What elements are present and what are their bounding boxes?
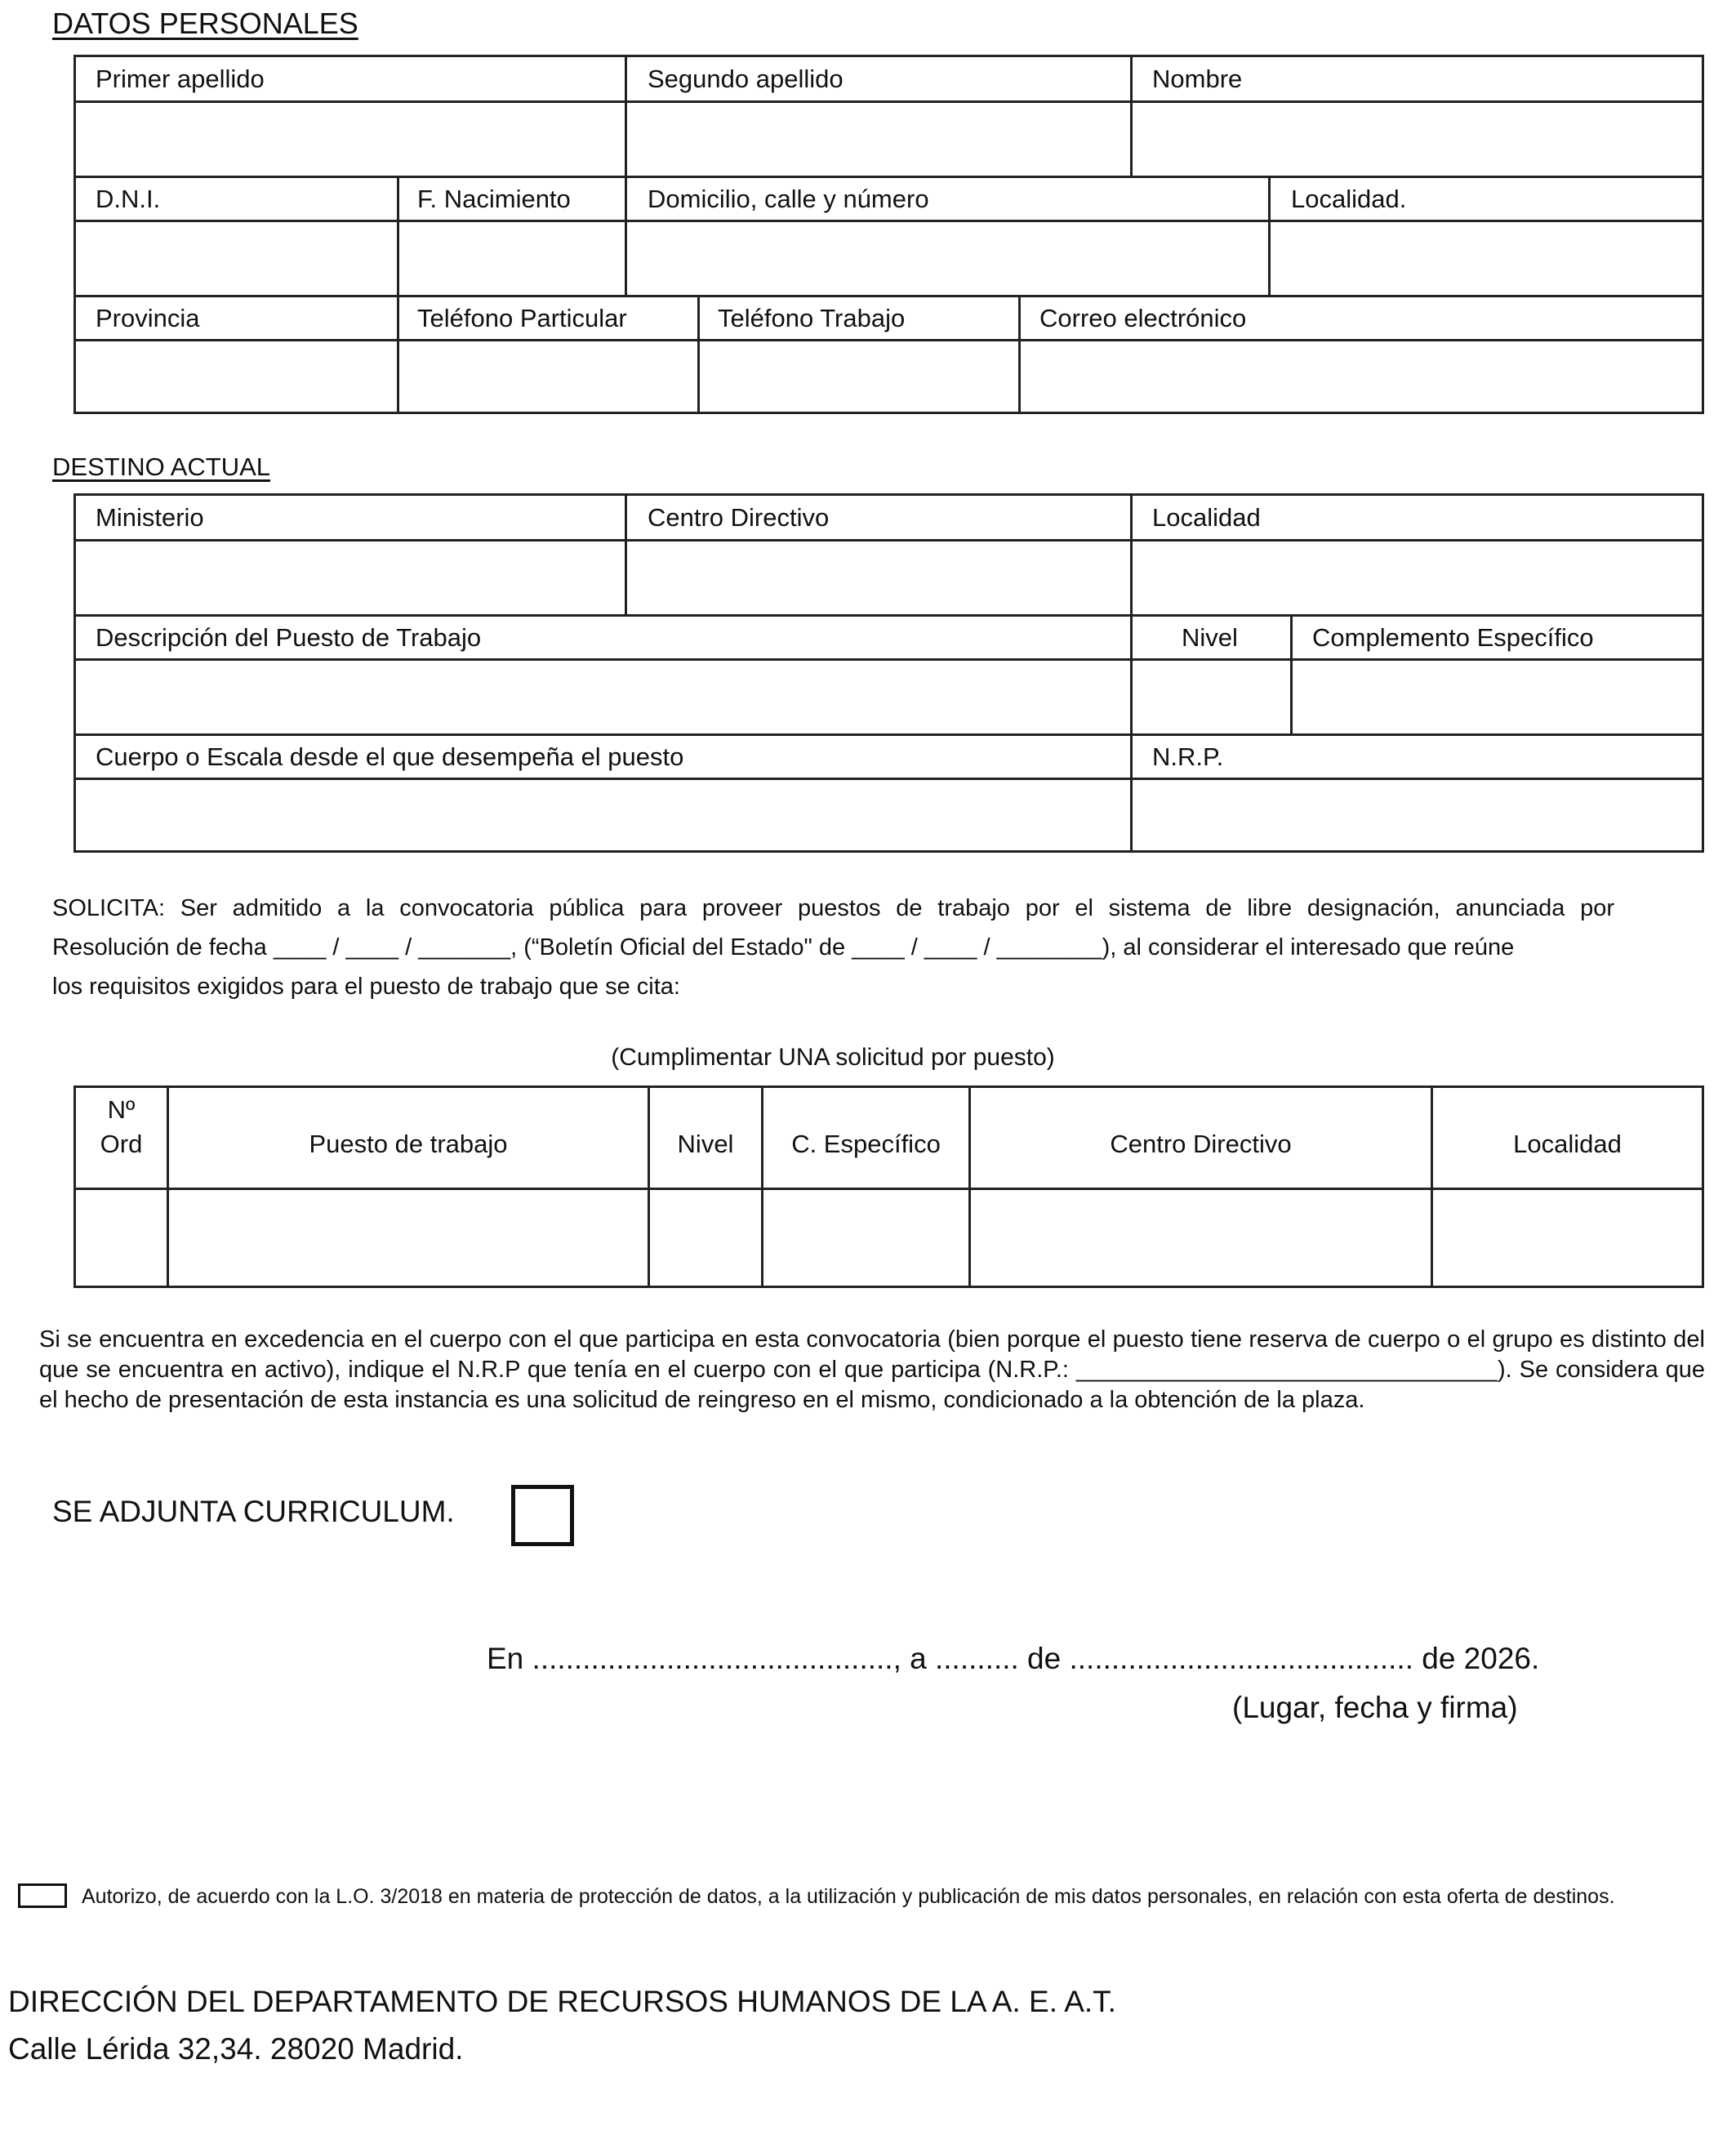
header-centro-directivo: Centro Directivo <box>1110 1130 1292 1158</box>
field-puesto-centro[interactable] <box>971 1190 1431 1286</box>
label-localidad-destino: Localidad <box>1152 503 1261 532</box>
field-segundo-apellido[interactable] <box>627 103 1130 176</box>
label-domicilio: Domicilio, calle y número <box>648 185 929 213</box>
field-telefono-particular[interactable] <box>399 341 697 412</box>
label-localidad: Localidad. <box>1291 185 1407 213</box>
field-n-ord[interactable] <box>76 1190 167 1286</box>
label-cuerpo-escala: Cuerpo o Escala desde el que desempeña el puesto <box>96 742 684 771</box>
field-localidad-destino[interactable] <box>1133 542 1702 614</box>
solicita-line-2: Resolución de fecha ____ / ____ / _______, (“Boletín Oficial del Estado" de ____ / ____ / ________), al considerar el interesado que reúne <box>52 934 1515 961</box>
field-nivel[interactable] <box>1133 661 1290 733</box>
field-localidad[interactable] <box>1271 222 1702 295</box>
section-title-destino-actual: DESTINO ACTUAL <box>52 452 270 481</box>
field-ministerio[interactable] <box>76 542 625 614</box>
header-n-ord-line1: Nº <box>107 1095 136 1124</box>
job-request-table <box>73 1085 1704 1288</box>
field-f-nacimiento[interactable] <box>399 222 625 295</box>
footer-direccion: DIRECCIÓN DEL DEPARTAMENTO DE RECURSOS HUMANOS DE LA A. E. A.T. <box>8 1985 1116 2018</box>
field-primer-apellido[interactable] <box>76 103 625 176</box>
label-complemento-especifico: Complemento Específico <box>1312 623 1594 652</box>
authorization-text: Autorizo, de acuerdo con la L.O. 3/2018 en materia de protección de datos, a la utilización y publicación de mis datos personales, en relación con esta oferta de destinos. <box>82 1885 1615 1908</box>
header-especifico: C. Específico <box>791 1130 941 1158</box>
label-provincia: Provincia <box>96 304 200 332</box>
field-domicilio[interactable] <box>627 222 1268 295</box>
field-correo[interactable] <box>1021 341 1702 412</box>
field-puesto-nivel[interactable] <box>650 1190 761 1286</box>
label-nombre: Nombre <box>1152 65 1243 93</box>
label-nivel: Nivel <box>1182 623 1238 652</box>
field-nrp[interactable] <box>1133 780 1702 850</box>
label-nrp: N.R.P. <box>1152 742 1224 771</box>
label-segundo-apellido: Segundo apellido <box>648 65 844 93</box>
header-n-ord <box>76 1093 167 1161</box>
header-n-ord-line2: Ord <box>100 1130 143 1158</box>
current-post-table <box>73 493 1704 853</box>
field-descripcion-puesto[interactable] <box>76 661 1130 733</box>
header-puesto: Puesto de trabajo <box>309 1130 508 1158</box>
header-nivel: Nivel <box>677 1130 734 1158</box>
header-localidad: Localidad <box>1513 1130 1622 1158</box>
puestos-note: (Cumplimentar UNA solicitud por puesto) <box>611 1044 1055 1071</box>
label-f-nacimiento: F. Nacimiento <box>417 185 571 213</box>
field-puesto-localidad[interactable] <box>1433 1190 1702 1286</box>
field-puesto[interactable] <box>169 1190 648 1286</box>
label-telefono-particular: Teléfono Particular <box>417 304 627 332</box>
field-centro-directivo[interactable] <box>627 542 1130 614</box>
label-correo: Correo electrónico <box>1039 304 1247 332</box>
field-dni[interactable] <box>76 222 397 295</box>
curriculum-checkbox[interactable] <box>511 1485 574 1546</box>
label-descripcion-puesto: Descripción del Puesto de Trabajo <box>96 623 482 652</box>
label-centro-directivo: Centro Directivo <box>648 503 830 532</box>
label-primer-apellido: Primer apellido <box>96 65 265 93</box>
signature-line: En ..........................................., a .......... de ......................................... de 2026. <box>487 1642 1540 1675</box>
field-provincia[interactable] <box>76 341 397 412</box>
authorization-checkbox[interactable] <box>18 1883 67 1908</box>
excedencia-paragraph: Si se encuentra en excedencia en el cuerpo con el que participa en esta convocatoria (bien porque el puesto tiene reserva de cuerpo o el grupo es distinto del que se encuentra en activo), indique el N.R.P que tenía en el cuerpo con el que participa (N.R.P.: ________________________________). Se considera que el hecho de presentación de esta instancia es una solicitud de reingreso en el mismo, condicionado a la obtención de la plaza. <box>39 1326 1705 1413</box>
field-complemento-especifico[interactable] <box>1293 661 1702 733</box>
field-puesto-especifico[interactable] <box>763 1190 968 1286</box>
personal-data-table <box>73 55 1704 414</box>
section-title-datos-personales: DATOS PERSONALES <box>52 7 358 40</box>
label-dni: D.N.I. <box>96 185 161 213</box>
curriculum-label: SE ADJUNTA CURRICULUM. <box>52 1495 455 1528</box>
solicita-line-1: SOLICITA: Ser admitido a la convocatoria pública para proveer puestos de trabajo por el sistema de libre designación, anunciada por <box>52 895 1614 921</box>
footer-address: Calle Lérida 32,34. 28020 Madrid. <box>8 2032 464 2066</box>
label-telefono-trabajo: Teléfono Trabajo <box>718 304 906 332</box>
signature-caption: (Lugar, fecha y firma) <box>1232 1691 1518 1724</box>
field-telefono-trabajo[interactable] <box>700 341 1018 412</box>
field-nombre[interactable] <box>1133 103 1702 176</box>
field-cuerpo-escala[interactable] <box>76 780 1130 850</box>
solicita-line-3: los requisitos exigidos para el puesto de trabajo que se cita: <box>52 974 680 1000</box>
label-ministerio: Ministerio <box>96 503 204 532</box>
